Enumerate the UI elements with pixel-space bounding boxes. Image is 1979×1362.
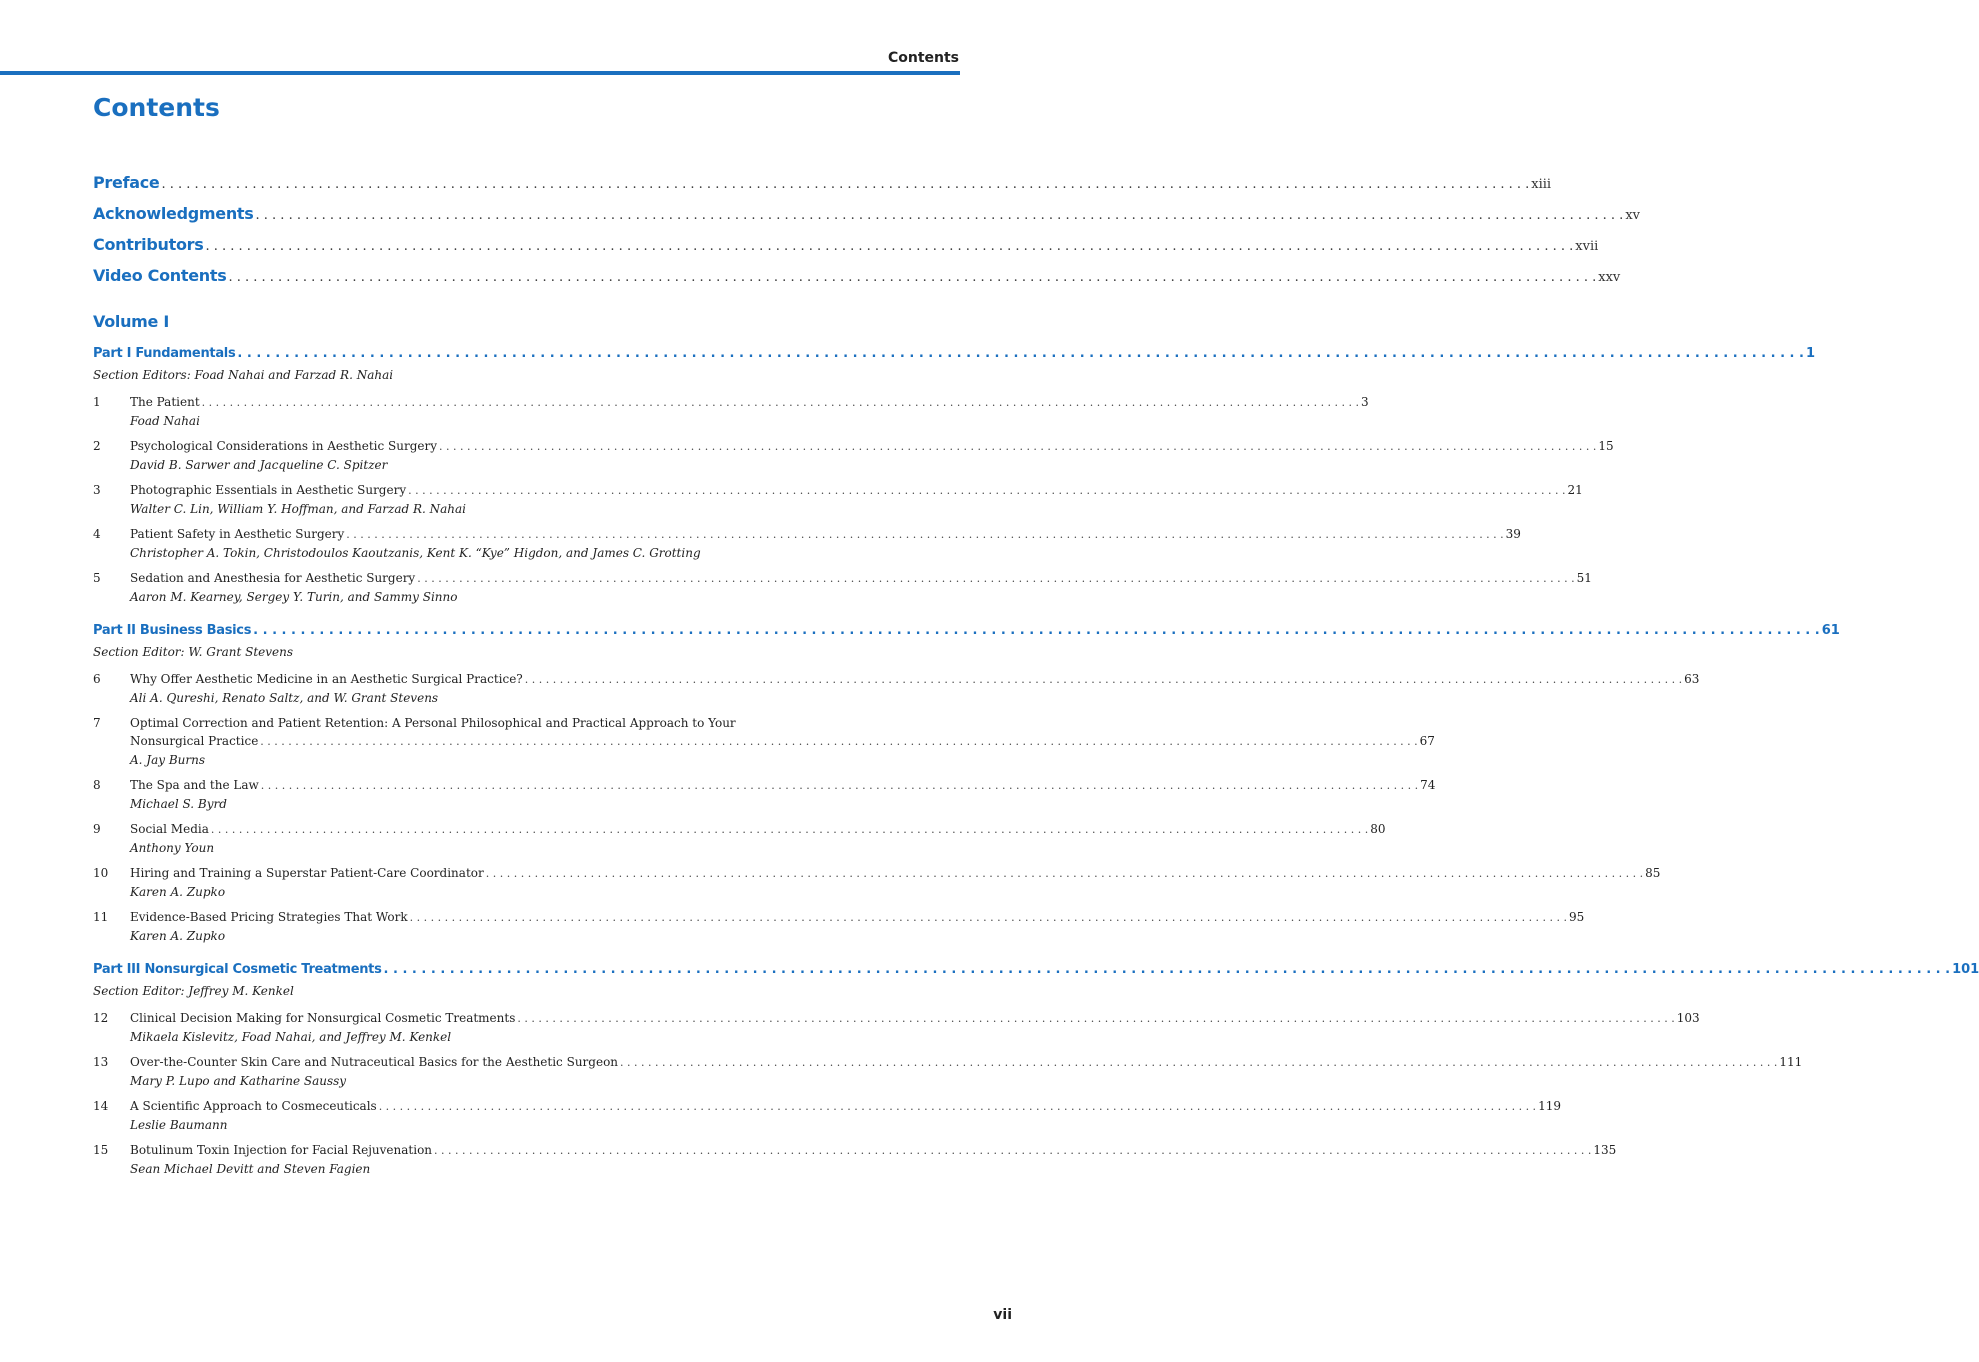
leader-dots bbox=[384, 960, 1951, 980]
chapter-page: 67 bbox=[1419, 734, 1435, 748]
chapter-authors: Karen A. Zupko bbox=[130, 885, 226, 899]
chapter-entry[interactable] bbox=[93, 1009, 1700, 1047]
leader-dots bbox=[486, 865, 1643, 883]
chapter-entry[interactable] bbox=[93, 1053, 1803, 1091]
entry-label: Acknowledgments bbox=[93, 204, 254, 223]
header-rule bbox=[0, 71, 960, 75]
section-editors: Section Editor: Jeffrey M. Kenkel bbox=[93, 984, 294, 998]
entry-label: Preface bbox=[93, 173, 160, 192]
leader-dots bbox=[410, 909, 1567, 927]
chapter-authors: Aaron M. Kearney, Sergey Y. Turin, and Sammy Sinno bbox=[130, 590, 458, 604]
chapter-title: Clinical Decision Making for Nonsurgical Cosmetic Treatments bbox=[130, 1011, 516, 1025]
part-label: Part III Nonsurgical Cosmetic Treatments bbox=[93, 962, 382, 977]
chapter-authors: Christopher A. Tokin, Christodoulos Kaoutzanis, Kent K. “Kye” Higdon, and James C. Grotting bbox=[130, 546, 701, 560]
chapter-authors: Karen A. Zupko bbox=[130, 929, 226, 943]
chapter-authors: A. Jay Burns bbox=[130, 753, 206, 767]
section-editors: Section Editors: Foad Nahai and Farzad R. Nahai bbox=[93, 368, 394, 382]
leader-dots bbox=[161, 172, 1529, 198]
chapter-entry[interactable] bbox=[93, 569, 1592, 607]
part-label: Part II Business Basics bbox=[93, 623, 252, 638]
part-page: 101 bbox=[1952, 962, 1979, 977]
chapter-page: 15 bbox=[1598, 439, 1614, 453]
chapter-number: 3 bbox=[93, 483, 101, 497]
chapter-page: 111 bbox=[1779, 1055, 1803, 1069]
part-page: 1 bbox=[1805, 346, 1815, 361]
chapter-page: 74 bbox=[1420, 778, 1436, 792]
chapter-number: 14 bbox=[93, 1099, 109, 1113]
chapter-entry[interactable] bbox=[93, 1141, 1617, 1179]
part-label: Part I Fundamentals bbox=[93, 346, 236, 361]
part-page: 61 bbox=[1821, 623, 1840, 638]
chapter-page: 3 bbox=[1361, 395, 1369, 409]
chapter-title: Nonsurgical Practice bbox=[130, 734, 259, 748]
chapter-entry[interactable] bbox=[93, 1097, 1561, 1135]
leader-dots bbox=[408, 482, 1565, 500]
chapter-authors: Leslie Baumann bbox=[130, 1118, 228, 1132]
chapter-number: 8 bbox=[93, 778, 101, 792]
chapter-number: 2 bbox=[93, 439, 101, 453]
chapter-authors: Foad Nahai bbox=[130, 414, 200, 428]
chapter-page: 95 bbox=[1569, 910, 1585, 924]
chapter-number: 4 bbox=[93, 527, 101, 541]
part-heading[interactable] bbox=[93, 960, 1979, 980]
entry-page: xxv bbox=[1598, 270, 1621, 285]
chapter-title: The Spa and the Law bbox=[130, 778, 259, 792]
chapter-entry[interactable] bbox=[93, 776, 1436, 814]
chapter-title: Patient Safety in Aesthetic Surgery bbox=[130, 527, 345, 541]
chapter-title: Social Media bbox=[130, 822, 209, 836]
toc-entry-acknowledgments[interactable] bbox=[93, 201, 1641, 232]
chapter-page: 85 bbox=[1645, 866, 1661, 880]
chapter-title: Botulinum Toxin Injection for Facial Rejuvenation bbox=[130, 1143, 433, 1157]
chapter-number: 7 bbox=[93, 716, 101, 730]
toc bbox=[93, 170, 1979, 1179]
part-section bbox=[93, 344, 1815, 607]
toc-entry-preface[interactable] bbox=[93, 170, 1552, 201]
chapter-title: A Scientific Approach to Cosmeceuticals bbox=[130, 1099, 377, 1113]
volume-heading: Volume I bbox=[93, 312, 170, 331]
part-section bbox=[93, 960, 1979, 1179]
leader-dots bbox=[237, 344, 1804, 364]
part-section bbox=[93, 621, 1840, 946]
chapter-entry[interactable] bbox=[93, 481, 1583, 519]
leader-dots bbox=[205, 234, 1573, 260]
page-title: Contents bbox=[93, 93, 220, 122]
entry-label: Contributors bbox=[93, 235, 204, 254]
chapter-page: 119 bbox=[1538, 1099, 1561, 1113]
chapter-title: Evidence-Based Pricing Strategies That Work bbox=[130, 910, 408, 924]
chapter-authors: Walter C. Lin, William Y. Hoffman, and Farzad R. Nahai bbox=[130, 502, 467, 516]
chapter-page: 51 bbox=[1576, 571, 1592, 585]
chapter-number: 15 bbox=[93, 1143, 109, 1157]
entry-page: xiii bbox=[1531, 177, 1552, 192]
leader-dots bbox=[417, 570, 1574, 588]
chapter-number: 5 bbox=[93, 571, 101, 585]
chapter-entry[interactable] bbox=[93, 670, 1700, 708]
chapter-number: 11 bbox=[93, 910, 109, 924]
chapter-entry[interactable] bbox=[93, 714, 1435, 770]
chapter-authors: Michael S. Byrd bbox=[130, 797, 227, 811]
chapter-entry[interactable] bbox=[93, 437, 1614, 475]
chapter-authors: Mikaela Kislevitz, Foad Nahai, and Jeffrey M. Kenkel bbox=[130, 1030, 452, 1044]
chapter-authors: David B. Sarwer and Jacqueline C. Spitzer bbox=[130, 458, 388, 472]
chapter-entry[interactable] bbox=[93, 864, 1661, 902]
leader-dots bbox=[620, 1054, 1777, 1072]
entry-page: xv bbox=[1625, 208, 1641, 223]
chapter-page: 63 bbox=[1684, 672, 1700, 686]
chapter-page: 39 bbox=[1505, 527, 1521, 541]
chapter-title: Hiring and Training a Superstar Patient-Care Coordinator bbox=[130, 866, 484, 880]
chapter-number: 13 bbox=[93, 1055, 109, 1069]
chapter-title: Photographic Essentials in Aesthetic Surgery bbox=[130, 483, 407, 497]
leader-dots bbox=[202, 394, 1359, 412]
leader-dots bbox=[434, 1142, 1591, 1160]
section-editors: Section Editor: W. Grant Stevens bbox=[93, 645, 294, 659]
chapter-entry[interactable] bbox=[93, 908, 1585, 946]
chapter-entry[interactable] bbox=[93, 525, 1521, 563]
chapter-page: 103 bbox=[1676, 1011, 1700, 1025]
leader-dots bbox=[517, 1010, 1674, 1028]
chapter-entry[interactable] bbox=[93, 393, 1369, 431]
leader-dots bbox=[346, 526, 1503, 544]
leader-dots bbox=[211, 821, 1368, 839]
chapter-authors: Anthony Youn bbox=[130, 841, 215, 855]
entry-page: xvii bbox=[1575, 239, 1599, 254]
chapter-title: The Patient bbox=[130, 395, 200, 409]
chapter-title: Over-the-Counter Skin Care and Nutraceutical Basics for the Aesthetic Surgeon bbox=[130, 1055, 619, 1069]
leader-dots bbox=[256, 203, 1624, 229]
chapter-number: 1 bbox=[93, 395, 101, 409]
leader-dots bbox=[253, 621, 1820, 641]
leader-dots bbox=[261, 777, 1418, 795]
chapter-number: 9 bbox=[93, 822, 101, 836]
leader-dots bbox=[228, 265, 1596, 291]
chapter-page: 21 bbox=[1567, 483, 1583, 497]
chapter-authors: Sean Michael Devitt and Steven Fagien bbox=[130, 1162, 371, 1176]
part-heading[interactable] bbox=[93, 344, 1815, 364]
chapter-entry[interactable] bbox=[93, 820, 1386, 858]
chapter-page: 80 bbox=[1370, 822, 1386, 836]
leader-dots bbox=[379, 1098, 1536, 1116]
chapter-authors: Mary P. Lupo and Katharine Saussy bbox=[130, 1074, 347, 1088]
chapter-title: Why Offer Aesthetic Medicine in an Aesthetic Surgical Practice? bbox=[130, 672, 523, 686]
chapter-authors: Ali A. Qureshi, Renato Saltz, and W. Grant Stevens bbox=[130, 691, 439, 705]
front-matter-list bbox=[93, 170, 1641, 294]
chapter-page: 135 bbox=[1593, 1143, 1617, 1157]
toc-entry-contributors[interactable] bbox=[93, 232, 1599, 263]
toc-entry-video-contents[interactable] bbox=[93, 263, 1621, 294]
leader-dots bbox=[260, 733, 1417, 751]
leader-dots bbox=[439, 438, 1596, 456]
entry-label: Video Contents bbox=[93, 266, 227, 285]
chapter-number: 12 bbox=[93, 1011, 109, 1025]
chapter-title: Sedation and Anesthesia for Aesthetic Surgery bbox=[130, 571, 416, 585]
leader-dots bbox=[525, 671, 1682, 689]
chapter-title-line-1: Optimal Correction and Patient Retention: A Personal Philosophical and Practical Approach to Your bbox=[130, 716, 736, 730]
chapter-title: Psychological Considerations in Aesthetic Surgery bbox=[130, 439, 438, 453]
chapter-number: 10 bbox=[93, 866, 109, 880]
running-head: Contents bbox=[887, 50, 959, 66]
part-heading[interactable] bbox=[93, 621, 1840, 641]
chapter-number: 6 bbox=[93, 672, 101, 686]
page-number: vii bbox=[993, 1307, 1012, 1323]
